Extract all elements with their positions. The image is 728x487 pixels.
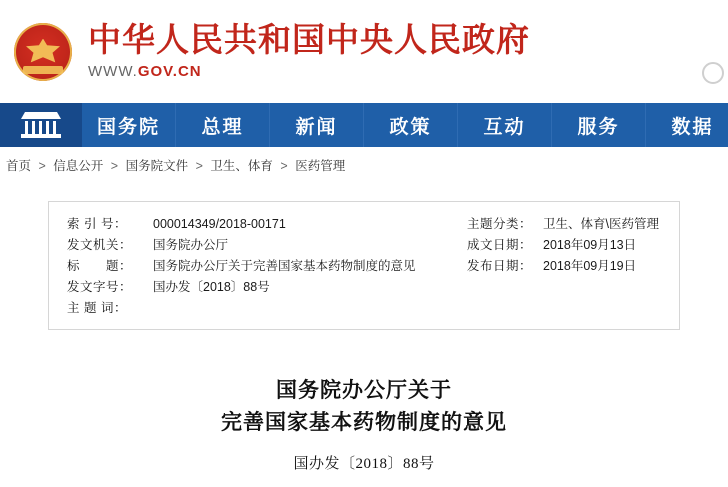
meta-row-issuing-agency	[67, 235, 416, 256]
nav-item-label: 国务院	[96, 116, 160, 138]
meta-row-subject-keywords	[67, 298, 416, 319]
meta-value: 国办发〔2018〕88号	[153, 280, 270, 294]
meta-label: 主 题 词：	[67, 301, 127, 315]
nav-item-label: 数据	[671, 116, 714, 138]
nav-item-label: 政策	[389, 116, 432, 138]
breadcrumb-separator: >	[280, 159, 288, 173]
nav-item-xinwen[interactable]	[270, 103, 364, 147]
meta-label: 主题分类：	[467, 217, 533, 231]
meta-label: 标 题：	[67, 259, 133, 273]
document-title-line-1: 国务院办公厅关于	[276, 378, 452, 402]
breadcrumb-item-weishengtiyu[interactable]: 卫生、体育	[210, 159, 273, 173]
breadcrumb-separator: >	[195, 159, 203, 173]
breadcrumb-item-home[interactable]: 首页	[6, 159, 32, 173]
breadcrumb-separator: >	[38, 159, 46, 173]
site-domain	[88, 63, 530, 80]
nav-item-zhengce[interactable]	[364, 103, 458, 147]
nav-item-fuwu[interactable]	[552, 103, 646, 147]
meta-label: 发文机关：	[67, 238, 133, 252]
meta-label: 成文日期：	[467, 238, 533, 252]
breadcrumb	[0, 147, 728, 183]
national-emblem-icon	[14, 23, 72, 81]
breadcrumb-separator: >	[110, 159, 119, 173]
breadcrumb-item-guowuyuanwenjian[interactable]: 国务院文件	[125, 159, 189, 173]
nav-item-label: 互动	[483, 116, 526, 138]
document-meta-table	[48, 201, 680, 330]
nav-home-button[interactable]	[0, 103, 82, 147]
nav-item-hudong[interactable]	[458, 103, 552, 147]
document-number: 国办发〔2018〕88号	[293, 456, 435, 472]
nav-item-label: 服务	[577, 116, 620, 138]
nav-item-zongli[interactable]	[176, 103, 270, 147]
meta-row-completion-date	[467, 235, 659, 256]
meta-row-title	[67, 256, 416, 277]
nav-item-label: 新闻	[295, 116, 338, 138]
meta-column-left	[67, 214, 416, 319]
nav-item-guowuyuan[interactable]	[82, 103, 176, 147]
meta-row-publish-date	[467, 256, 659, 277]
site-domain-main: GOV.CN	[137, 63, 202, 81]
meta-row-index-number	[67, 214, 416, 235]
meta-column-right	[467, 214, 661, 319]
meta-label: 发布日期：	[467, 259, 533, 273]
site-title: 中华人民共和国中央人民政府	[88, 22, 530, 59]
meta-value: 2018年09月19日	[543, 259, 637, 273]
nav-item-shuju[interactable]	[646, 103, 728, 147]
meta-label: 索 引 号：	[67, 217, 127, 231]
main-navigation	[0, 103, 728, 147]
meta-value: 2018年09月13日	[543, 238, 637, 252]
nav-item-label: 总理	[201, 116, 244, 138]
meta-row-document-number	[67, 277, 416, 298]
breadcrumb-item-yiyaoguanli[interactable]: 医药管理	[295, 159, 346, 173]
document-title-line-2: 完善国家基本药物制度的意见	[221, 410, 507, 434]
meta-label: 发文字号：	[67, 280, 133, 294]
meta-row-subject-category	[467, 214, 659, 235]
site-domain-prefix: WWW.	[88, 63, 138, 81]
meta-value: 国务院办公厅	[153, 238, 229, 252]
meta-value: 卫生、体育\医药管理	[543, 217, 659, 231]
search-icon[interactable]	[702, 62, 724, 84]
document-title-block	[48, 374, 680, 473]
breadcrumb-item-xinxigongkai[interactable]: 信息公开	[53, 159, 104, 173]
meta-value: 000014349/2018-00171	[153, 217, 286, 231]
site-brand[interactable]	[88, 23, 530, 80]
site-masthead	[0, 0, 728, 103]
meta-value: 国务院办公厅关于完善国家基本药物制度的意见	[153, 259, 416, 273]
document-container	[0, 183, 728, 473]
gate-home-icon	[19, 112, 63, 138]
